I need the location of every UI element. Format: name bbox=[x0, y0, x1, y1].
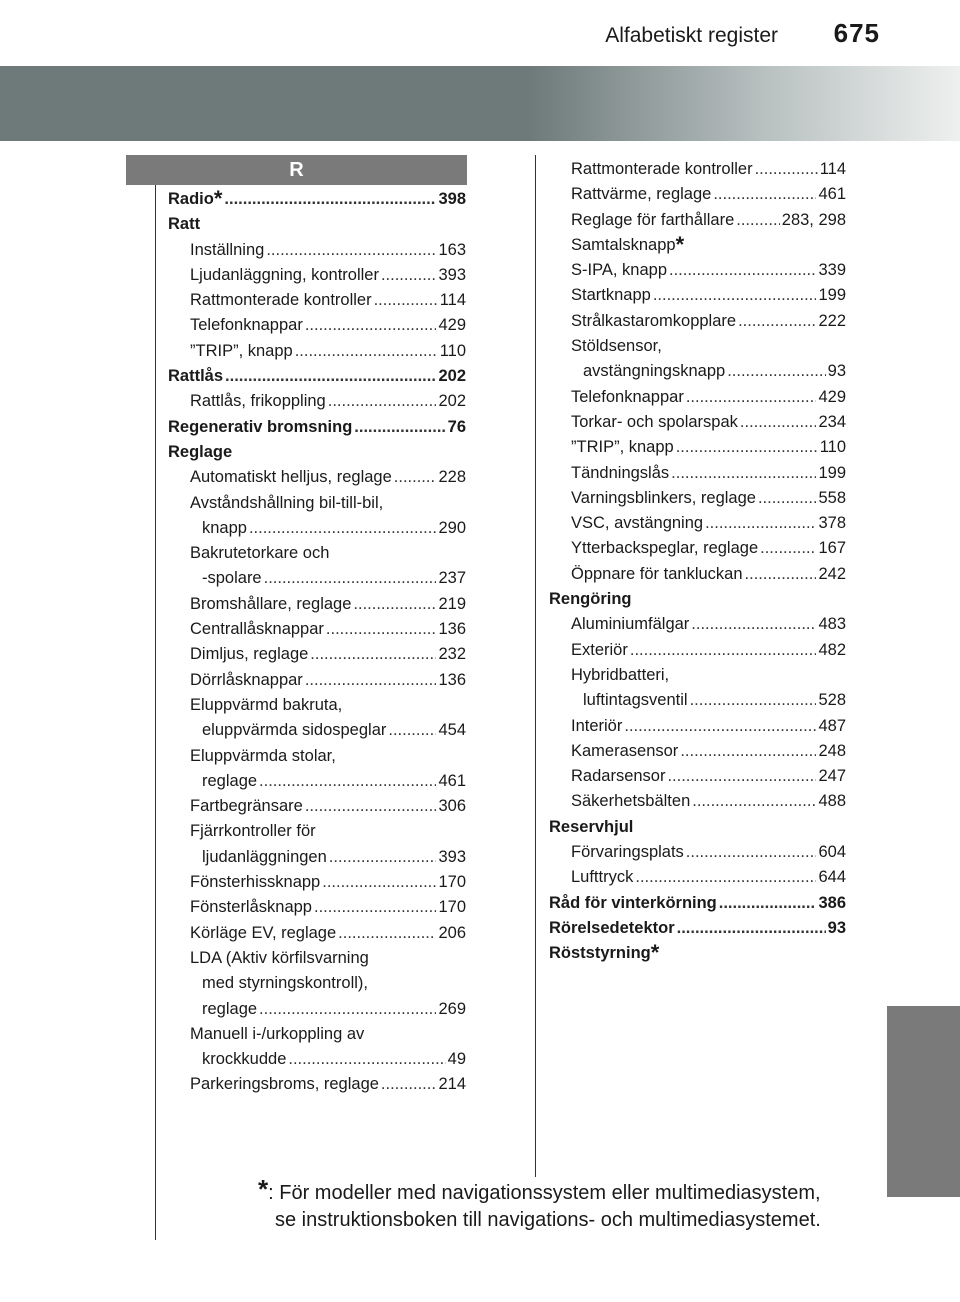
index-entry-page: 528 bbox=[818, 691, 846, 710]
index-entry-label: VSC, avstängning bbox=[571, 514, 704, 533]
index-entry-label: Hybridbatteri, bbox=[571, 665, 670, 684]
index-entry-label: Exteriör bbox=[571, 640, 628, 659]
dot-leader bbox=[374, 288, 438, 313]
index-entry-label: S-IPA, knapp bbox=[571, 261, 667, 280]
index-entry-page: 461 bbox=[818, 185, 846, 204]
index-entry-label: Fjärrkontroller för bbox=[190, 822, 316, 841]
index-entry-page: 202 bbox=[438, 367, 466, 386]
index-entry bbox=[549, 865, 846, 890]
index-entry-label: Fönsterhissknapp bbox=[190, 873, 321, 892]
index-entry-label: Ljudanläggning, kontroller bbox=[190, 265, 379, 284]
dot-leader bbox=[719, 891, 817, 916]
dot-leader bbox=[310, 642, 436, 667]
dot-leader bbox=[738, 309, 816, 334]
index-entry-page: 136 bbox=[438, 620, 466, 639]
dot-leader bbox=[653, 283, 817, 308]
index-entry-label: Fönsterlåsknapp bbox=[190, 898, 312, 917]
dot-leader bbox=[288, 1047, 445, 1072]
index-entry bbox=[168, 819, 466, 844]
index-entry-label: Rattlås, frikoppling bbox=[190, 392, 326, 411]
index-entry-page: 114 bbox=[819, 160, 846, 178]
index-entry-label: Rattlås bbox=[168, 367, 224, 386]
index-entry-label: -spolare bbox=[202, 569, 262, 588]
index-entry bbox=[549, 359, 846, 384]
index-entry bbox=[168, 1047, 466, 1072]
index-entry-label: luftintagsventil bbox=[583, 691, 688, 710]
index-entry-page: 393 bbox=[438, 847, 466, 866]
dot-leader bbox=[691, 612, 816, 637]
index-entry-page: 206 bbox=[438, 923, 466, 942]
index-entry bbox=[168, 465, 466, 490]
index-entry bbox=[168, 845, 466, 870]
dot-leader bbox=[305, 313, 437, 338]
index-entry bbox=[168, 794, 466, 819]
index-entry-page: 214 bbox=[438, 1075, 466, 1094]
index-entry-page: 429 bbox=[818, 387, 846, 406]
index-entry-label: Ratt bbox=[168, 215, 201, 234]
dot-leader bbox=[388, 718, 436, 743]
dot-leader bbox=[740, 410, 817, 435]
index-entry bbox=[549, 840, 846, 865]
index-entry bbox=[168, 440, 466, 465]
dot-leader bbox=[758, 486, 817, 511]
dot-leader bbox=[671, 461, 816, 486]
index-entry-page: 644 bbox=[818, 868, 846, 887]
index-entry-label: Rattmonterade kontroller bbox=[571, 160, 753, 178]
index-entry-label: eluppvärmda sidospeglar bbox=[202, 721, 387, 740]
index-entry-page: 483 bbox=[818, 615, 846, 634]
index-entry-page: 604 bbox=[818, 843, 846, 862]
index-entry bbox=[168, 1072, 466, 1097]
index-entry-page: 110 bbox=[819, 438, 846, 457]
dot-leader bbox=[326, 617, 437, 642]
index-entry bbox=[549, 663, 846, 688]
index-entry-label: Reglage bbox=[168, 442, 233, 461]
index-entry-page: 49 bbox=[447, 1050, 466, 1069]
index-entry-page: 242 bbox=[818, 564, 846, 583]
index-entry-label: med styrningskontroll), bbox=[202, 974, 368, 993]
index-entry: Röststyrning * bbox=[549, 940, 660, 966]
index-entry-label: Telefonknappar bbox=[190, 316, 303, 335]
index-entry bbox=[549, 208, 846, 233]
index-entry-page: 167 bbox=[818, 539, 846, 558]
dot-leader bbox=[394, 465, 437, 490]
index-entry-label: Körläge EV, reglage bbox=[190, 923, 337, 942]
index-entry bbox=[168, 744, 466, 769]
index-entry bbox=[549, 410, 846, 435]
index-entry-page: 269 bbox=[438, 999, 466, 1018]
index-entry-label: Eluppvärmda stolar, bbox=[190, 746, 336, 765]
dot-leader bbox=[669, 258, 816, 283]
index-entry-label: Avståndshållning bil-till-bil, bbox=[190, 493, 384, 512]
section-letter-bar: R bbox=[126, 155, 467, 185]
index-entry-page: 339 bbox=[818, 261, 846, 280]
center-column-rule bbox=[535, 155, 536, 1177]
index-entry-label: Tändningslås bbox=[571, 463, 670, 482]
index-entry bbox=[549, 891, 846, 916]
dot-leader bbox=[353, 592, 436, 617]
dot-leader bbox=[686, 840, 817, 865]
index-entry-page: 454 bbox=[438, 721, 466, 740]
dot-leader bbox=[259, 769, 436, 794]
dot-leader bbox=[305, 668, 437, 693]
index-entry bbox=[168, 364, 466, 389]
dot-leader bbox=[755, 157, 818, 182]
dot-leader bbox=[328, 389, 437, 414]
index-column-right bbox=[549, 157, 846, 967]
index-entry-label: Aluminiumfälgar bbox=[571, 615, 690, 634]
index-entry bbox=[549, 916, 846, 941]
index-entry-label: Rörelsedetektor bbox=[549, 918, 675, 937]
index-entry bbox=[549, 385, 846, 410]
index-entry-label: Interiör bbox=[571, 716, 623, 735]
index-entry bbox=[549, 258, 846, 283]
dot-leader bbox=[736, 208, 780, 233]
index-entry bbox=[168, 971, 466, 996]
footnote bbox=[258, 1174, 821, 1234]
dot-leader bbox=[686, 385, 817, 410]
index-entry bbox=[168, 617, 466, 642]
index-entry-label: Bakrutetorkare och bbox=[190, 544, 330, 563]
index-entry-page: 228 bbox=[438, 468, 466, 487]
index-entry-label: Lufttryck bbox=[571, 868, 634, 887]
dot-leader bbox=[314, 895, 436, 920]
header-band bbox=[0, 66, 960, 141]
index-entry bbox=[168, 921, 466, 946]
index-entry-page: 76 bbox=[447, 417, 466, 436]
dot-leader bbox=[690, 688, 817, 713]
index-entry bbox=[549, 587, 846, 612]
index-entry-page: 461 bbox=[438, 771, 466, 790]
index-entry-label: Manuell i-/urkoppling av bbox=[190, 1024, 365, 1043]
dot-leader bbox=[295, 339, 438, 364]
dot-leader bbox=[705, 511, 816, 536]
index-entry-page: 558 bbox=[818, 488, 846, 507]
index-entry bbox=[549, 638, 846, 663]
index-entry-page: 234 bbox=[818, 412, 846, 431]
index-entry bbox=[549, 739, 846, 764]
dot-leader bbox=[381, 1072, 437, 1097]
dot-leader bbox=[635, 865, 816, 890]
index-entry bbox=[549, 815, 846, 840]
index-entry-label: Radio bbox=[168, 190, 214, 208]
index-entry-page: 136 bbox=[438, 670, 466, 689]
index-entry-label: Säkerhetsbälten bbox=[571, 792, 691, 811]
index-entry bbox=[549, 157, 846, 182]
index-entry-page: 398 bbox=[438, 190, 466, 208]
dot-leader bbox=[266, 238, 436, 263]
index-entry-page: 93 bbox=[827, 362, 846, 381]
index-entry-page: 429 bbox=[438, 316, 466, 335]
index-entry bbox=[549, 334, 846, 359]
index-entry-label: Torkar- och spolarspak bbox=[571, 412, 738, 431]
index-entry bbox=[549, 562, 846, 587]
index-entry-label: krockkudde bbox=[202, 1050, 287, 1069]
index-entry-label: avstängningsknapp bbox=[583, 362, 726, 381]
dot-leader bbox=[667, 764, 816, 789]
index-entry bbox=[549, 283, 846, 308]
index-entry-label: Förvaringsplats bbox=[571, 843, 684, 862]
dot-leader bbox=[381, 263, 437, 288]
index-entry-label: Fartbegränsare bbox=[190, 797, 303, 816]
index-entry-label: Startknapp bbox=[571, 286, 651, 305]
index-entry-page: 290 bbox=[438, 518, 466, 537]
index-entry bbox=[168, 718, 466, 743]
index-entry bbox=[168, 313, 466, 338]
dot-leader bbox=[630, 638, 817, 663]
index-entry bbox=[549, 309, 846, 334]
index-entry bbox=[168, 592, 466, 617]
index-entry-label: Reservhjul bbox=[549, 817, 634, 836]
dot-leader bbox=[329, 845, 437, 870]
index-entry-page: 170 bbox=[438, 898, 466, 917]
index-column-left bbox=[168, 187, 466, 1098]
index-entry-page: 247 bbox=[818, 767, 846, 786]
index-entry bbox=[168, 541, 466, 566]
index-entry-page: 110 bbox=[439, 341, 466, 360]
index-entry-page: 202 bbox=[438, 392, 466, 411]
index-entry-page: 170 bbox=[438, 873, 466, 892]
dot-leader bbox=[713, 182, 816, 207]
dot-leader bbox=[760, 536, 816, 561]
side-index-tab bbox=[887, 1006, 960, 1197]
index-entry-label: Centrallåsknappar bbox=[190, 620, 324, 639]
index-entry bbox=[168, 870, 466, 895]
index-entry-label: Stöldsensor, bbox=[571, 337, 662, 356]
index-entry-page: 487 bbox=[818, 716, 846, 735]
index-entry bbox=[549, 461, 846, 486]
index-entry-label: LDA (Aktiv körfilsvarning bbox=[190, 948, 369, 967]
index-entry-label: Dimljus, reglage bbox=[190, 645, 309, 664]
index-entry bbox=[168, 491, 466, 516]
index-entry: Radio * ..... 398 bbox=[168, 187, 466, 212]
index-entry-label: ”TRIP”, knapp bbox=[571, 438, 674, 457]
index-entry-label: Öppnare för tankluckan bbox=[571, 564, 743, 583]
index-entry bbox=[168, 516, 466, 541]
dot-leader bbox=[692, 789, 816, 814]
index-entry bbox=[168, 997, 466, 1022]
footnote-line-2: se instruktionsboken till navigations- och multimediasystemet. bbox=[275, 1209, 821, 1231]
index-entry-page: 237 bbox=[438, 569, 466, 588]
index-entry-label: Varningsblinkers, reglage bbox=[571, 488, 756, 507]
index-entry-page: 232 bbox=[438, 645, 466, 664]
index-entry bbox=[549, 688, 846, 713]
index-entry: Samtalsknapp * bbox=[571, 231, 685, 257]
running-title: Alfabetiskt register bbox=[605, 24, 778, 47]
index-entry bbox=[549, 789, 846, 814]
index-entry bbox=[168, 668, 466, 693]
footnote-asterisk: * bbox=[258, 1174, 269, 1204]
page-header bbox=[0, 0, 960, 66]
footnote-line-1: : För modeller med navigationssystem eller multimediasystem, bbox=[268, 1182, 821, 1204]
index-entry-label: Bromshållare, reglage bbox=[190, 594, 352, 613]
dot-leader bbox=[322, 870, 436, 895]
index-entry bbox=[168, 415, 466, 440]
dot-leader bbox=[677, 916, 826, 941]
index-entry-label: Råd för vinterkörning bbox=[549, 893, 717, 912]
index-entry bbox=[168, 1022, 466, 1047]
index-entry-label: ”TRIP”, knapp bbox=[190, 341, 293, 360]
index-entry-page: 199 bbox=[818, 463, 846, 482]
dot-leader bbox=[249, 516, 437, 541]
index-entry-label: reglage bbox=[202, 999, 258, 1018]
index-entry-label: reglage bbox=[202, 771, 258, 790]
index-entry-label: Ytterbackspeglar, reglage bbox=[571, 539, 759, 558]
index-entry bbox=[168, 769, 466, 794]
index-entry-label: Röststyrning bbox=[549, 944, 651, 963]
index-entry-label: Parkeringsbroms, reglage bbox=[190, 1075, 379, 1094]
index-entry-label: Telefonknappar bbox=[571, 387, 684, 406]
left-column-rule bbox=[155, 185, 156, 1240]
index-entry-label: Reglage för farthållare bbox=[571, 210, 735, 229]
index-entry-page: 114 bbox=[439, 291, 466, 310]
page-number: 675 bbox=[833, 18, 880, 48]
index-entry bbox=[549, 486, 846, 511]
index-entry-page: 386 bbox=[818, 893, 846, 912]
index-entry bbox=[549, 764, 846, 789]
index-entry-label: Kamerasensor bbox=[571, 741, 679, 760]
index-entry-page: 163 bbox=[438, 240, 466, 259]
index-entry-label: Dörrlåsknappar bbox=[190, 670, 303, 689]
dot-leader bbox=[624, 714, 816, 739]
index-entry-label: Rattvärme, reglage bbox=[571, 185, 712, 204]
index-entry bbox=[168, 895, 466, 920]
index-entry-label: ljudanläggningen bbox=[202, 847, 327, 866]
dot-leader bbox=[259, 997, 436, 1022]
index-entry-page: 393 bbox=[438, 265, 466, 284]
index-entry bbox=[549, 435, 846, 460]
index-entry bbox=[549, 511, 846, 536]
index-entry-page: 482 bbox=[818, 640, 846, 659]
index-entry bbox=[168, 693, 466, 718]
index-entry bbox=[549, 536, 846, 561]
index-entry-label: knapp bbox=[202, 518, 247, 537]
index-entry bbox=[168, 642, 466, 667]
index-entry-page: 222 bbox=[818, 311, 846, 330]
index-entry-label: Samtalsknapp bbox=[571, 235, 676, 254]
index-entry bbox=[168, 212, 466, 237]
index-entry bbox=[168, 566, 466, 591]
index-entry-label: Automatiskt helljus, reglage bbox=[190, 468, 392, 487]
index-entry bbox=[549, 182, 846, 207]
index-entry-page: 248 bbox=[818, 741, 846, 760]
dot-leader bbox=[224, 187, 436, 212]
index-entry bbox=[549, 714, 846, 739]
index-entry bbox=[168, 339, 466, 364]
dot-leader bbox=[745, 562, 817, 587]
dot-leader bbox=[354, 415, 445, 440]
dot-leader bbox=[225, 364, 436, 389]
index-entry-page: 488 bbox=[818, 792, 846, 811]
index-entry-page: 93 bbox=[827, 918, 846, 937]
index-entry bbox=[168, 389, 466, 414]
index-entry-page: 199 bbox=[818, 286, 846, 305]
index-entry-label: Rengöring bbox=[549, 590, 632, 609]
dot-leader bbox=[264, 566, 437, 591]
dot-leader bbox=[305, 794, 437, 819]
dot-leader bbox=[680, 739, 816, 764]
index-entry-label: Radarsensor bbox=[571, 767, 666, 786]
index-entry-label: Rattmonterade kontroller bbox=[190, 291, 372, 310]
index-entry bbox=[549, 612, 846, 637]
index-entry bbox=[168, 288, 466, 313]
index-entry-label: Inställning bbox=[190, 240, 265, 259]
index-entry-page: 378 bbox=[818, 514, 846, 533]
dot-leader bbox=[338, 921, 436, 946]
index-entry bbox=[168, 946, 466, 971]
dot-leader bbox=[727, 359, 825, 384]
index-entry-label: Strålkastaromkopplare bbox=[571, 311, 737, 330]
index-entry-page: 306 bbox=[438, 797, 466, 816]
index-entry-label: Eluppvärmd bakruta, bbox=[190, 695, 343, 714]
index-entry-page: 219 bbox=[438, 594, 466, 613]
index-entry bbox=[168, 263, 466, 288]
index-entry-label: Regenerativ bromsning bbox=[168, 417, 353, 436]
index-entry bbox=[168, 238, 466, 263]
index-entry-page: 283, 298 bbox=[781, 210, 846, 229]
dot-leader bbox=[676, 435, 818, 460]
